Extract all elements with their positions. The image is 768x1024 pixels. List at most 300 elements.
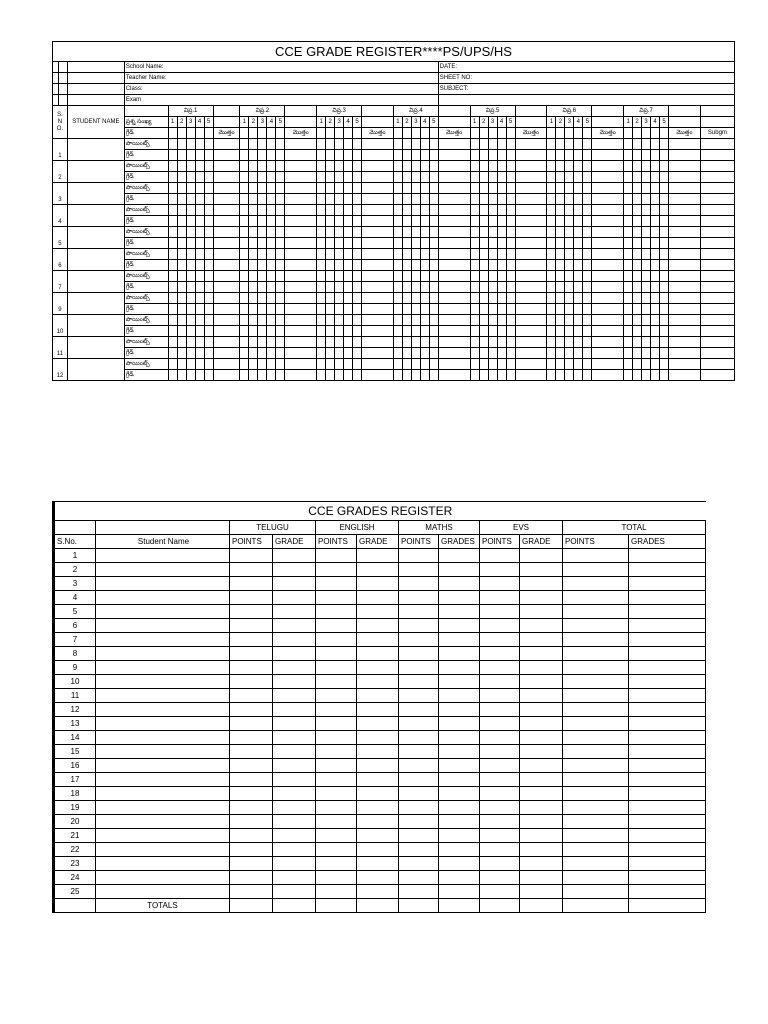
score-cell[interactable] [267, 238, 276, 249]
score-cell[interactable] [642, 205, 651, 216]
score-cell[interactable] [326, 172, 335, 183]
score-cell[interactable] [411, 304, 420, 315]
score-cell[interactable] [506, 271, 515, 282]
score-cell[interactable] [186, 293, 195, 304]
score-cell[interactable] [326, 315, 335, 326]
score-cell[interactable] [402, 315, 411, 326]
score-cell[interactable] [316, 773, 357, 787]
score-cell[interactable] [399, 801, 439, 815]
score-cell[interactable] [651, 359, 660, 370]
student-name-cell[interactable] [96, 815, 230, 829]
score-cell[interactable] [624, 282, 633, 293]
score-cell[interactable] [583, 205, 592, 216]
score-cell[interactable] [629, 731, 706, 745]
score-cell[interactable] [195, 194, 204, 205]
grade-cell[interactable] [258, 128, 267, 139]
score-cell[interactable] [563, 605, 629, 619]
score-cell[interactable] [488, 260, 497, 271]
score-cell[interactable] [629, 605, 706, 619]
total-cell[interactable] [515, 205, 547, 216]
score-cell[interactable] [204, 304, 213, 315]
score-cell[interactable] [168, 183, 177, 194]
score-cell[interactable] [633, 260, 642, 271]
score-cell[interactable] [420, 205, 429, 216]
score-cell[interactable] [273, 661, 316, 675]
score-cell[interactable] [249, 348, 258, 359]
score-cell[interactable] [317, 370, 326, 381]
subject-cell[interactable] [700, 194, 734, 205]
student-name-cell[interactable] [96, 689, 230, 703]
score-cell[interactable] [258, 238, 267, 249]
score-cell[interactable] [357, 703, 399, 717]
score-cell[interactable] [240, 326, 249, 337]
score-cell[interactable] [195, 249, 204, 260]
score-cell[interactable] [317, 348, 326, 359]
score-cell[interactable] [344, 205, 353, 216]
score-cell[interactable] [563, 577, 629, 591]
score-cell[interactable] [556, 249, 565, 260]
score-cell[interactable] [195, 205, 204, 216]
total-cell[interactable] [213, 359, 240, 370]
total-cell[interactable] [213, 238, 240, 249]
score-cell[interactable] [230, 647, 273, 661]
score-cell[interactable] [402, 348, 411, 359]
score-cell[interactable] [195, 271, 204, 282]
total-cell[interactable] [438, 337, 470, 348]
score-cell[interactable] [506, 304, 515, 315]
total-cell[interactable] [213, 348, 240, 359]
score-cell[interactable] [660, 205, 669, 216]
score-cell[interactable] [335, 315, 344, 326]
score-cell[interactable] [204, 359, 213, 370]
score-cell[interactable] [547, 271, 556, 282]
score-cell[interactable] [177, 150, 186, 161]
score-cell[interactable] [230, 591, 273, 605]
score-cell[interactable] [439, 633, 480, 647]
score-cell[interactable] [629, 619, 706, 633]
score-cell[interactable] [258, 249, 267, 260]
score-cell[interactable] [344, 249, 353, 260]
score-cell[interactable] [633, 337, 642, 348]
score-cell[interactable] [195, 304, 204, 315]
score-cell[interactable] [642, 293, 651, 304]
score-cell[interactable] [326, 271, 335, 282]
score-cell[interactable] [344, 172, 353, 183]
score-cell[interactable] [629, 703, 706, 717]
score-cell[interactable] [420, 326, 429, 337]
score-cell[interactable] [439, 731, 480, 745]
total-cell[interactable] [592, 315, 624, 326]
score-cell[interactable] [399, 871, 439, 885]
score-cell[interactable] [399, 563, 439, 577]
subject-cell[interactable] [700, 227, 734, 238]
score-cell[interactable] [642, 194, 651, 205]
total-cell[interactable] [668, 348, 700, 359]
score-cell[interactable] [249, 260, 258, 271]
total-cell[interactable] [592, 205, 624, 216]
total-cell[interactable] [480, 899, 520, 913]
score-cell[interactable] [439, 801, 480, 815]
score-cell[interactable] [629, 801, 706, 815]
score-cell[interactable] [574, 337, 583, 348]
score-cell[interactable] [624, 315, 633, 326]
score-cell[interactable] [439, 549, 480, 563]
score-cell[interactable] [439, 745, 480, 759]
score-cell[interactable] [624, 216, 633, 227]
score-cell[interactable] [335, 370, 344, 381]
grade-cell[interactable] [317, 128, 326, 139]
score-cell[interactable] [316, 857, 357, 871]
subject-cell[interactable] [700, 304, 734, 315]
score-cell[interactable] [317, 282, 326, 293]
score-cell[interactable] [177, 370, 186, 381]
score-cell[interactable] [411, 216, 420, 227]
score-cell[interactable] [629, 577, 706, 591]
total-cell[interactable] [515, 227, 547, 238]
total-cell[interactable] [362, 282, 394, 293]
score-cell[interactable] [642, 161, 651, 172]
score-cell[interactable] [267, 304, 276, 315]
score-cell[interactable] [506, 326, 515, 337]
score-cell[interactable] [642, 139, 651, 150]
score-cell[interactable] [273, 619, 316, 633]
score-cell[interactable] [480, 619, 520, 633]
score-cell[interactable] [357, 731, 399, 745]
total-cell[interactable] [213, 249, 240, 260]
score-cell[interactable] [399, 885, 439, 899]
score-cell[interactable] [470, 161, 479, 172]
score-cell[interactable] [357, 885, 399, 899]
score-cell[interactable] [186, 227, 195, 238]
student-name-cell[interactable] [96, 675, 230, 689]
score-cell[interactable] [479, 183, 488, 194]
score-cell[interactable] [556, 238, 565, 249]
total-cell[interactable] [592, 260, 624, 271]
score-cell[interactable] [353, 359, 362, 370]
score-cell[interactable] [258, 139, 267, 150]
score-cell[interactable] [344, 183, 353, 194]
score-cell[interactable] [556, 337, 565, 348]
score-cell[interactable] [353, 161, 362, 172]
info-field-label[interactable]: Class: [124, 84, 438, 95]
total-cell[interactable] [362, 260, 394, 271]
score-cell[interactable] [574, 238, 583, 249]
score-cell[interactable] [470, 216, 479, 227]
score-cell[interactable] [565, 205, 574, 216]
score-cell[interactable] [520, 815, 563, 829]
score-cell[interactable] [273, 647, 316, 661]
score-cell[interactable] [230, 801, 273, 815]
score-cell[interactable] [506, 139, 515, 150]
score-cell[interactable] [520, 591, 563, 605]
score-cell[interactable] [326, 293, 335, 304]
total-cell[interactable] [515, 359, 547, 370]
grade-cell[interactable] [506, 128, 515, 139]
total-cell[interactable] [515, 293, 547, 304]
score-cell[interactable] [393, 205, 402, 216]
score-cell[interactable] [420, 304, 429, 315]
total-cell[interactable] [357, 899, 399, 913]
score-cell[interactable] [574, 348, 583, 359]
score-cell[interactable] [168, 227, 177, 238]
grade-cell[interactable] [204, 128, 213, 139]
score-cell[interactable] [624, 260, 633, 271]
score-cell[interactable] [660, 161, 669, 172]
score-cell[interactable] [195, 260, 204, 271]
subject-cell[interactable] [700, 150, 734, 161]
score-cell[interactable] [240, 183, 249, 194]
score-cell[interactable] [470, 238, 479, 249]
score-cell[interactable] [633, 282, 642, 293]
score-cell[interactable] [563, 675, 629, 689]
total-cell[interactable] [515, 326, 547, 337]
total-cell[interactable] [668, 304, 700, 315]
total-cell[interactable] [592, 161, 624, 172]
total-cell[interactable] [668, 238, 700, 249]
score-cell[interactable] [565, 359, 574, 370]
score-cell[interactable] [563, 591, 629, 605]
score-cell[interactable] [316, 563, 357, 577]
grade-cell[interactable] [177, 128, 186, 139]
score-cell[interactable] [583, 348, 592, 359]
score-cell[interactable] [393, 348, 402, 359]
score-cell[interactable] [470, 172, 479, 183]
score-cell[interactable] [520, 563, 563, 577]
total-cell[interactable] [438, 271, 470, 282]
score-cell[interactable] [547, 260, 556, 271]
score-cell[interactable] [547, 183, 556, 194]
score-cell[interactable] [583, 216, 592, 227]
score-cell[interactable] [624, 150, 633, 161]
score-cell[interactable] [520, 703, 563, 717]
score-cell[interactable] [177, 227, 186, 238]
score-cell[interactable] [230, 759, 273, 773]
score-cell[interactable] [393, 337, 402, 348]
score-cell[interactable] [411, 282, 420, 293]
score-cell[interactable] [353, 326, 362, 337]
total-cell[interactable] [438, 139, 470, 150]
score-cell[interactable] [335, 205, 344, 216]
score-cell[interactable] [186, 260, 195, 271]
total-cell[interactable] [592, 282, 624, 293]
score-cell[interactable] [660, 348, 669, 359]
score-cell[interactable] [583, 183, 592, 194]
score-cell[interactable] [563, 703, 629, 717]
total-cell[interactable] [668, 194, 700, 205]
total-cell[interactable] [213, 205, 240, 216]
score-cell[interactable] [556, 271, 565, 282]
score-cell[interactable] [402, 293, 411, 304]
score-cell[interactable] [316, 591, 357, 605]
score-cell[interactable] [177, 326, 186, 337]
score-cell[interactable] [520, 675, 563, 689]
score-cell[interactable] [316, 815, 357, 829]
score-cell[interactable] [565, 238, 574, 249]
score-cell[interactable] [273, 801, 316, 815]
score-cell[interactable] [547, 304, 556, 315]
score-cell[interactable] [335, 238, 344, 249]
score-cell[interactable] [344, 337, 353, 348]
score-cell[interactable] [629, 745, 706, 759]
total-cell[interactable] [592, 271, 624, 282]
score-cell[interactable] [177, 139, 186, 150]
score-cell[interactable] [402, 238, 411, 249]
score-cell[interactable] [204, 337, 213, 348]
score-cell[interactable] [316, 843, 357, 857]
total-cell[interactable] [668, 326, 700, 337]
total-cell[interactable] [438, 315, 470, 326]
total-cell[interactable] [213, 315, 240, 326]
score-cell[interactable] [326, 150, 335, 161]
student-name-cell[interactable] [67, 183, 124, 205]
score-cell[interactable] [574, 172, 583, 183]
score-cell[interactable] [344, 315, 353, 326]
subject-cell[interactable] [700, 337, 734, 348]
score-cell[interactable] [393, 315, 402, 326]
score-cell[interactable] [186, 249, 195, 260]
score-cell[interactable] [506, 370, 515, 381]
score-cell[interactable] [547, 238, 556, 249]
score-cell[interactable] [563, 843, 629, 857]
student-name-cell[interactable] [67, 139, 124, 161]
score-cell[interactable] [574, 139, 583, 150]
score-cell[interactable] [547, 293, 556, 304]
score-cell[interactable] [204, 293, 213, 304]
score-cell[interactable] [651, 293, 660, 304]
score-cell[interactable] [497, 337, 506, 348]
score-cell[interactable] [520, 801, 563, 815]
score-cell[interactable] [402, 282, 411, 293]
score-cell[interactable] [273, 773, 316, 787]
total-cell[interactable] [438, 260, 470, 271]
grade-cell[interactable] [660, 128, 669, 139]
score-cell[interactable] [326, 370, 335, 381]
score-cell[interactable] [479, 315, 488, 326]
score-cell[interactable] [276, 227, 285, 238]
score-cell[interactable] [316, 759, 357, 773]
score-cell[interactable] [497, 249, 506, 260]
total-cell[interactable] [362, 194, 394, 205]
score-cell[interactable] [344, 194, 353, 205]
score-cell[interactable] [344, 227, 353, 238]
student-name-cell[interactable] [96, 717, 230, 731]
score-cell[interactable] [556, 216, 565, 227]
score-cell[interactable] [583, 150, 592, 161]
score-cell[interactable] [633, 348, 642, 359]
info-field-right[interactable] [438, 95, 734, 106]
grade-cell[interactable] [583, 128, 592, 139]
score-cell[interactable] [651, 326, 660, 337]
score-cell[interactable] [480, 605, 520, 619]
score-cell[interactable] [402, 359, 411, 370]
student-name-cell[interactable] [67, 359, 124, 381]
score-cell[interactable] [480, 703, 520, 717]
score-cell[interactable] [439, 815, 480, 829]
score-cell[interactable] [660, 249, 669, 260]
score-cell[interactable] [488, 348, 497, 359]
score-cell[interactable] [565, 260, 574, 271]
grade-cell[interactable] [195, 128, 204, 139]
score-cell[interactable] [240, 249, 249, 260]
score-cell[interactable] [186, 216, 195, 227]
score-cell[interactable] [411, 348, 420, 359]
score-cell[interactable] [642, 249, 651, 260]
score-cell[interactable] [429, 271, 438, 282]
total-cell[interactable] [362, 238, 394, 249]
total-cell[interactable] [515, 304, 547, 315]
score-cell[interactable] [439, 759, 480, 773]
total-cell[interactable] [285, 194, 317, 205]
score-cell[interactable] [335, 271, 344, 282]
score-cell[interactable] [624, 304, 633, 315]
total-cell[interactable] [668, 216, 700, 227]
score-cell[interactable] [651, 172, 660, 183]
score-cell[interactable] [520, 829, 563, 843]
score-cell[interactable] [267, 359, 276, 370]
score-cell[interactable] [316, 745, 357, 759]
score-cell[interactable] [316, 703, 357, 717]
score-cell[interactable] [651, 282, 660, 293]
score-cell[interactable] [249, 326, 258, 337]
student-name-cell[interactable] [96, 731, 230, 745]
score-cell[interactable] [439, 857, 480, 871]
score-cell[interactable] [629, 549, 706, 563]
score-cell[interactable] [633, 304, 642, 315]
score-cell[interactable] [276, 139, 285, 150]
score-cell[interactable] [267, 205, 276, 216]
score-cell[interactable] [439, 563, 480, 577]
score-cell[interactable] [353, 172, 362, 183]
score-cell[interactable] [660, 216, 669, 227]
score-cell[interactable] [399, 619, 439, 633]
score-cell[interactable] [357, 843, 399, 857]
score-cell[interactable] [316, 619, 357, 633]
score-cell[interactable] [565, 172, 574, 183]
score-cell[interactable] [429, 227, 438, 238]
score-cell[interactable] [267, 172, 276, 183]
score-cell[interactable] [624, 238, 633, 249]
total-cell[interactable] [316, 899, 357, 913]
score-cell[interactable] [258, 161, 267, 172]
score-cell[interactable] [439, 787, 480, 801]
score-cell[interactable] [633, 315, 642, 326]
score-cell[interactable] [439, 675, 480, 689]
score-cell[interactable] [357, 717, 399, 731]
score-cell[interactable] [411, 260, 420, 271]
score-cell[interactable] [470, 370, 479, 381]
score-cell[interactable] [316, 661, 357, 675]
total-cell[interactable] [592, 139, 624, 150]
score-cell[interactable] [479, 337, 488, 348]
score-cell[interactable] [563, 633, 629, 647]
subject-cell[interactable] [700, 161, 734, 172]
score-cell[interactable] [273, 605, 316, 619]
score-cell[interactable] [488, 150, 497, 161]
score-cell[interactable] [177, 238, 186, 249]
score-cell[interactable] [429, 216, 438, 227]
score-cell[interactable] [651, 216, 660, 227]
total-cell[interactable] [285, 150, 317, 161]
score-cell[interactable] [565, 271, 574, 282]
total-cell[interactable] [668, 315, 700, 326]
score-cell[interactable] [168, 271, 177, 282]
score-cell[interactable] [411, 194, 420, 205]
score-cell[interactable] [420, 161, 429, 172]
score-cell[interactable] [470, 227, 479, 238]
score-cell[interactable] [317, 359, 326, 370]
score-cell[interactable] [249, 304, 258, 315]
score-cell[interactable] [479, 304, 488, 315]
